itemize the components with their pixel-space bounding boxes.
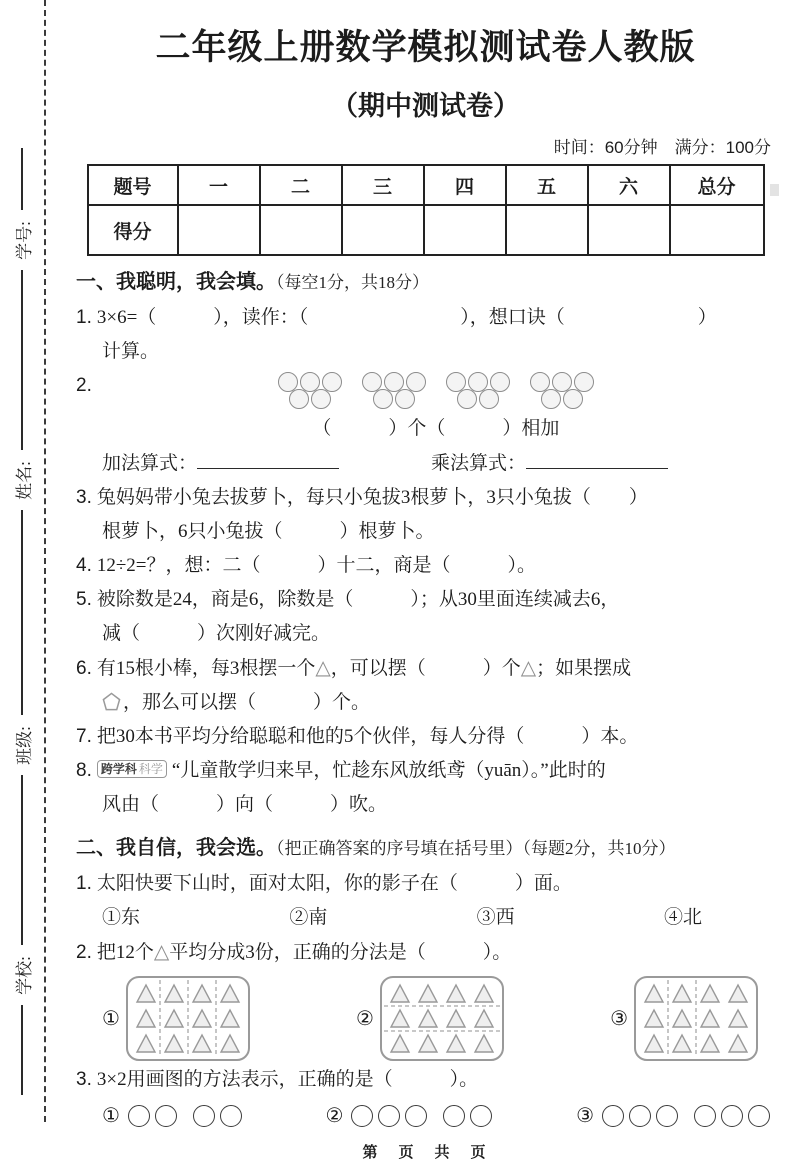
triangle-icon: [729, 1010, 747, 1027]
score-header-cell: 四: [424, 165, 506, 205]
score-header-cell: 六: [588, 165, 670, 205]
triangle-icon: [193, 1035, 211, 1052]
score-header-row: [88, 165, 764, 205]
triangle-icon: [391, 985, 409, 1002]
score-header-cell: 题号: [88, 165, 178, 205]
answer-blank: [197, 446, 339, 469]
score-cell: [178, 205, 260, 255]
circle-group: [602, 1105, 678, 1127]
triangle-choice: [610, 976, 758, 1061]
question-number: 1.: [76, 873, 92, 894]
s2q1-options: [102, 901, 702, 935]
circle-groups: [128, 1105, 242, 1127]
triangle-icon: [729, 985, 747, 1002]
circle-groups: [351, 1105, 492, 1127]
score-cell: [588, 205, 670, 255]
question-number: 8.: [76, 760, 92, 781]
page-footer: 第 页 共 页: [362, 1144, 489, 1161]
student-id-label: 学号:: [14, 220, 34, 260]
triangle-icon: [475, 1010, 493, 1027]
question-number: 2.: [76, 375, 92, 396]
student-name-label: 姓名:: [14, 460, 34, 500]
fill-in-line: [21, 1005, 23, 1095]
triangle-icon: [419, 985, 437, 1002]
score-header-cell: 三: [342, 165, 424, 205]
triangle-icon: [221, 1010, 239, 1027]
score-row-label: 得分: [88, 205, 178, 255]
s1-question-7: [76, 720, 775, 754]
circle-row: [288, 389, 332, 409]
triangle-choice: [102, 976, 250, 1061]
student-id-field: [0, 210, 45, 270]
triangle-icon: [391, 1010, 409, 1027]
circle-icon: [193, 1105, 215, 1127]
triangle-icon: [701, 985, 719, 1002]
s2-question-1: [76, 867, 775, 935]
s1-question-6: [76, 651, 775, 720]
score-cell: [260, 205, 342, 255]
question-text: 把12个: [96, 942, 154, 963]
choice-label: ①: [102, 1105, 120, 1127]
q3-circle-options: [102, 1099, 770, 1133]
triangle-icon: [475, 985, 493, 1002]
circle-icon: [470, 1105, 492, 1127]
triangle-icon: △: [153, 941, 170, 963]
page-title: 二年级上册数学模拟测试卷人教版: [155, 28, 696, 67]
circle-group: [361, 372, 427, 409]
question-text: 根萝卜，6只小兔拔（ ）根萝卜。: [102, 521, 435, 542]
addition-formula-label: 加法算式：: [102, 453, 198, 474]
question-number: 2.: [76, 942, 92, 963]
circle-choice: [326, 1099, 493, 1133]
circle-icon: [563, 389, 583, 409]
circle-icon: [457, 389, 477, 409]
q2-choice-boxes: [102, 976, 758, 1061]
triangle-grid: [126, 976, 250, 1061]
circle-icon: [694, 1105, 716, 1127]
score-table: [87, 164, 765, 256]
score-header-cell: 五: [506, 165, 588, 205]
circle-group: [443, 1105, 492, 1127]
question-text: 兔妈妈带小兔去拔萝卜，每只小兔拔3根萝卜，3只小兔拔（ ）: [96, 487, 648, 508]
question-text: ，那么可以摆（ ）个。: [123, 692, 371, 713]
question-text: ；如果摆成: [536, 658, 632, 679]
circle-icon: [479, 389, 499, 409]
badge-light-text: 科学: [138, 762, 163, 776]
q2-formula-row: [102, 446, 775, 481]
choice-option: ③西: [476, 907, 515, 928]
question-number: 4.: [76, 555, 92, 576]
multiplication-formula-label: 乘法算式：: [431, 453, 527, 474]
s1-question-3: [76, 481, 775, 549]
circle-icon: [220, 1105, 242, 1127]
circle-icon: [602, 1105, 624, 1127]
score-cell: [342, 205, 424, 255]
question-text: 3×6=（ ），读作：（ ），想口诀（ ）: [96, 307, 717, 328]
question-number: 3.: [76, 487, 92, 508]
triangle-icon: [673, 1035, 691, 1052]
s2-question-2: [76, 935, 775, 1061]
circle-icon: [155, 1105, 177, 1127]
fill-in-line: [21, 510, 23, 715]
pentagon-house-icon: [102, 692, 121, 711]
student-info-sidebar: [0, 0, 46, 1122]
circle-group: [694, 1105, 770, 1127]
circle-icon: [311, 389, 331, 409]
triangle-icon: [193, 1010, 211, 1027]
circle-icon: [289, 389, 309, 409]
triangle-icon: [673, 1010, 691, 1027]
school-label: 学校:: [14, 955, 34, 995]
triangle-icon: [701, 1010, 719, 1027]
triangle-icon: [419, 1010, 437, 1027]
triangle-icon: [221, 985, 239, 1002]
triangle-grid: [380, 976, 504, 1061]
choice-option: ②南: [289, 907, 328, 928]
s1-question-4: [76, 549, 775, 583]
triangle-icon: [701, 1035, 719, 1052]
section1-heading: [76, 266, 775, 299]
school-field: [0, 945, 45, 1005]
question-text: ，可以摆（ ）个: [330, 658, 521, 679]
s1-question-2: [76, 369, 775, 446]
answer-blank: [526, 446, 668, 469]
circle-group: [445, 372, 511, 409]
circle-icon: [443, 1105, 465, 1127]
page-subtitle: （期中测试卷）: [331, 91, 520, 121]
question-text: 平均分成3份，正确的分法是（ ）。: [169, 942, 512, 963]
section2-heading: [76, 832, 775, 865]
triangle-icon: [447, 985, 465, 1002]
circle-icon: [721, 1105, 743, 1127]
question-number: 6.: [76, 658, 92, 679]
triangle-icon: [137, 1010, 155, 1027]
section1-title: 一、我聪明，我会填。: [76, 271, 276, 293]
triangle-icon: △: [520, 657, 537, 679]
cross-subject-badge: [97, 760, 167, 778]
triangle-icon: [391, 1035, 409, 1052]
question-number: 3.: [76, 1069, 92, 1090]
triangle-icon: [673, 985, 691, 1002]
question-text: 3×2用画图的方法表示，正确的是（ ）。: [96, 1069, 479, 1090]
triangle-icon: [193, 985, 211, 1002]
circle-icon: [395, 389, 415, 409]
fill-in-line: [21, 148, 23, 210]
triangle-icon: [645, 985, 663, 1002]
question-number: 1.: [76, 307, 92, 328]
circle-icon: [656, 1105, 678, 1127]
question-text: 把30本书平均分给聪聪和他的5个伙伴，每人分得（ ）本。: [96, 726, 639, 747]
triangle-icon: [165, 1010, 183, 1027]
triangle-icon: [729, 1035, 747, 1052]
circle-icon: [629, 1105, 651, 1127]
triangle-icon: [137, 1035, 155, 1052]
circle-icon: [405, 1105, 427, 1127]
choice-label: ①: [102, 1007, 120, 1030]
question-text: 减（ ）次刚好减完。: [102, 623, 331, 644]
student-name-field: [0, 450, 45, 510]
choice-option: ④北: [663, 907, 702, 928]
s1-question-1: [76, 301, 775, 369]
choice-label: ②: [325, 1105, 344, 1127]
question-number: 7.: [76, 726, 92, 747]
triangle-grid: [634, 976, 758, 1061]
circle-groups: [602, 1105, 770, 1127]
triangle-icon: [165, 1035, 183, 1052]
fill-in-line: [21, 775, 23, 945]
addition-formula: [102, 446, 339, 481]
score-cell: [424, 205, 506, 255]
question-text: 12÷2=？，想：二（ ）十二，商是（ ）。: [96, 555, 537, 576]
triangle-icon: [447, 1035, 465, 1052]
circle-group: [277, 372, 343, 409]
triangle-icon: [475, 1035, 493, 1052]
question-text: 有15根小棒，每3根摆一个: [96, 658, 316, 679]
circle-row: [456, 389, 500, 409]
triangle-icon: [645, 1035, 663, 1052]
score-cell: [670, 205, 764, 255]
circle-group: [529, 372, 595, 409]
question-text: 计算。: [102, 341, 160, 362]
badge-bold-text: 跨学科: [100, 762, 137, 776]
circle-row: [540, 389, 584, 409]
class-label: 班级:: [14, 725, 34, 765]
score-cell: [506, 205, 588, 255]
triangle-icon: [165, 985, 183, 1002]
circle-group: [351, 1105, 427, 1127]
circle-icon: [748, 1105, 770, 1127]
triangle-icon: [419, 1035, 437, 1052]
section2-title: 二、我自信，我会选。: [76, 837, 276, 859]
circle-icon: [373, 389, 393, 409]
circle-group: [193, 1105, 242, 1127]
score-row: [88, 205, 764, 255]
triangle-icon: △: [315, 657, 331, 679]
s2-question-3: [76, 1063, 775, 1133]
s1-question-5: [76, 583, 775, 651]
circle-icon: [351, 1105, 373, 1127]
triangle-icon: [221, 1035, 239, 1052]
circle-group: [128, 1105, 177, 1127]
choice-label: ③: [610, 1007, 628, 1030]
score-header-cell: 一: [178, 165, 260, 205]
q2-circle-groups: [277, 372, 595, 409]
choice-label: ②: [356, 1007, 374, 1030]
question-text: 风由（ ）向（ ）吹。: [102, 794, 388, 815]
paper-content: [48, 0, 793, 1161]
question-number: 5.: [76, 589, 92, 610]
circle-choice: [102, 1099, 242, 1133]
circle-icon: [378, 1105, 400, 1127]
circle-choice: [576, 1099, 770, 1133]
choice-label: ③: [576, 1105, 594, 1127]
circle-icon: [541, 389, 561, 409]
circle-icon: [128, 1105, 150, 1127]
triangle-choice: [356, 976, 504, 1061]
section2-note: （把正确答案的序号填在括号里）（每题2分，共10分）: [276, 839, 676, 858]
triangle-icon: [137, 985, 155, 1002]
question-text: 被除数是24，商是6，除数是（ ）；从30里面连续减去6，: [96, 589, 620, 610]
choice-option: ①东: [102, 907, 141, 928]
score-header-cell: 二: [260, 165, 342, 205]
question-text: 太阳快要下山时，面对太阳，你的影子在（ ）面。: [96, 873, 572, 894]
triangle-icon: [447, 1010, 465, 1027]
s1-question-8: [76, 754, 775, 822]
score-header-cell: 总分: [670, 165, 764, 205]
exam-info: 时间：60分钟 满分：100分: [553, 138, 771, 157]
fill-in-line: [21, 270, 23, 450]
triangle-icon: [645, 1010, 663, 1027]
q2-caption: （ ）个（ ）相加: [312, 418, 560, 439]
multiplication-formula: [431, 446, 668, 481]
question-text: “儿童散学归来早，忙趁东风放纸鸢（yuān）。”此时的: [171, 760, 606, 781]
section1-note: （每空1分，共18分）: [276, 273, 429, 292]
circle-row: [372, 389, 416, 409]
class-field: [0, 715, 45, 775]
